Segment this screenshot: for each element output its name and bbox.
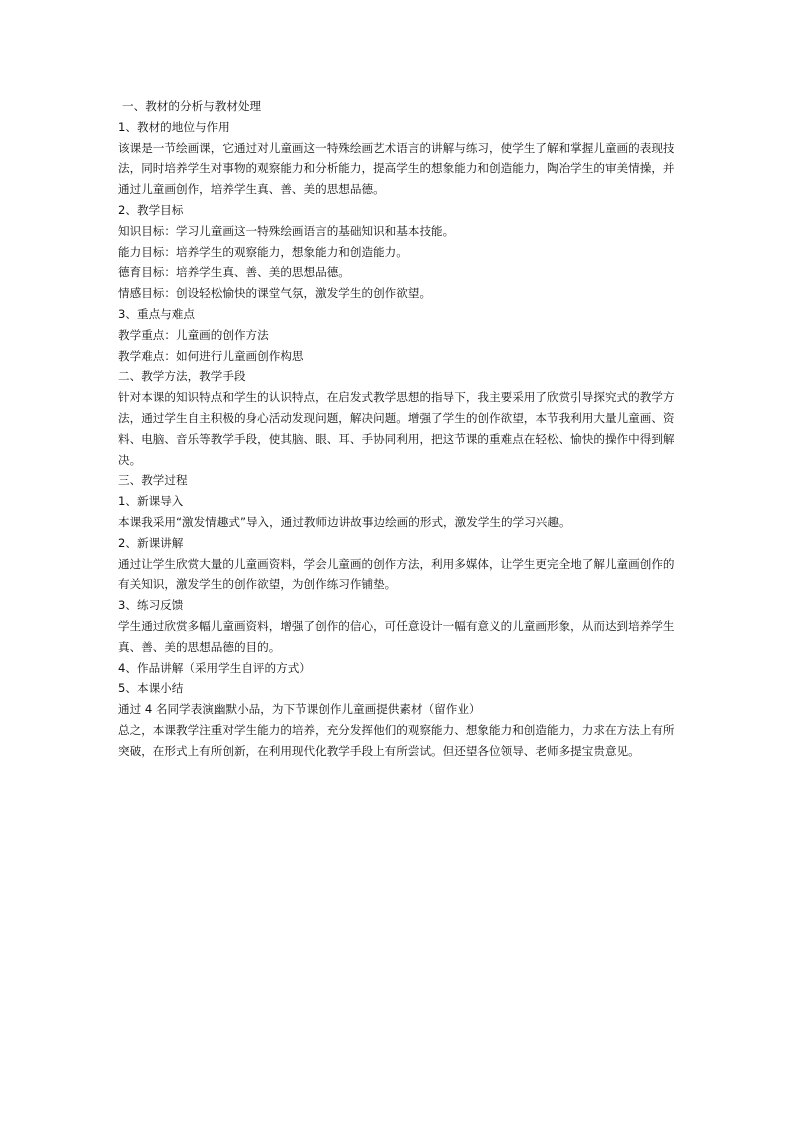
subheading-1-3: 3、重点与难点 — [118, 306, 195, 321]
paragraph-lesson-intro: 本课我采用“激发情趣式”导入，通过教师边讲故事边绘画的形式，激发学生的学习兴趣。 — [118, 514, 571, 529]
paragraph-teaching-focus: 教学重点：儿童画的创作方法 — [118, 327, 269, 342]
subheading-1-2: 2、教学目标 — [118, 202, 184, 217]
subheading-3-4: 4、作品讲解（采用学生自评的方式） — [118, 660, 311, 675]
paragraph-practice-feedback: 学生通过欣赏多幅儿童画资料，增强了创作的信心，可任意设计一幅有意义的儿童画形象，从而达到培养学生真、善、美的思想品德的目的。 — [118, 618, 675, 654]
paragraph-teaching-methods: 针对本课的知识特点和学生的认识特点，在启发式教学思想的指导下，我主要采用了欣赏引导探究式的教学方法，通过学生自主积极的身心活动发现问题，解决问题。增强了学生的创作欲望，本节我利用大量儿童画、资料、电脑、音乐等教学手段，使其脑、眼、耳、手协同利用，把这节课的重难点在轻松、愉快的操作中得到解决。 — [118, 390, 675, 467]
paragraph-knowledge-goal: 知识目标：学习儿童画这一特殊绘画语言的基础知识和基本技能。 — [118, 223, 455, 238]
paragraph-lesson-explanation: 通过让学生欣赏大量的儿童画资料，学会儿童画的创作方法，利用多媒体，让学生更完全地了解儿童画创作的有关知识，激发学生的创作欲望，为创作练习作铺垫。 — [118, 556, 675, 592]
subheading-3-3: 3、练习反馈 — [118, 598, 184, 613]
paragraph-emotion-goal: 情感目标：创设轻松愉快的课堂气氛，激发学生的创作欲望。 — [118, 286, 432, 301]
document-body — [118, 96, 684, 762]
section-heading-1: 一、教材的分析与教材处理 — [122, 99, 262, 113]
section-heading-2: 二、教学方法，教学手段 — [118, 369, 246, 384]
paragraph-teaching-difficulty: 教学难点：如何进行儿童画创作构思 — [118, 348, 304, 363]
subheading-3-5: 5、本课小结 — [118, 681, 184, 696]
section-heading-3: 三、教学过程 — [118, 473, 188, 488]
subheading-1-1: 1、教材的地位与作用 — [118, 119, 230, 134]
subheading-3-1: 1、新课导入 — [118, 494, 184, 509]
paragraph-moral-goal: 德育目标：培养学生真、善、美的思想品德。 — [118, 265, 350, 280]
paragraph-lesson-summary: 通过 4 名同学表演幽默小品，为下节课创作儿童画提供素材（留作业） — [118, 702, 481, 717]
paragraph-conclusion: 总之，本课教学注重对学生能力的培养，充分发挥他们的观察能力、想象能力和创造能力，力求在方法上有所突破，在形式上有所创新，在利用现代化教学手段上有所尝试。但还望各位领导、老师多提宝贵意见。 — [118, 722, 675, 758]
paragraph-position-role: 该课是一节绘画课，它通过对儿童画这一特殊绘画艺术语言的讲解与练习，使学生了解和掌握儿童画的表现技法，同时培养学生对事物的观察能力和分析能力，提高学生的想象能力和创造能力，陶冶学生的审美情操，并通过儿童画创作，培养学生真、善、美的思想品德。 — [118, 140, 675, 197]
subheading-3-2: 2、新课讲解 — [118, 535, 184, 550]
paragraph-ability-goal: 能力目标：培养学生的观察能力，想象能力和创造能力。 — [118, 244, 408, 259]
